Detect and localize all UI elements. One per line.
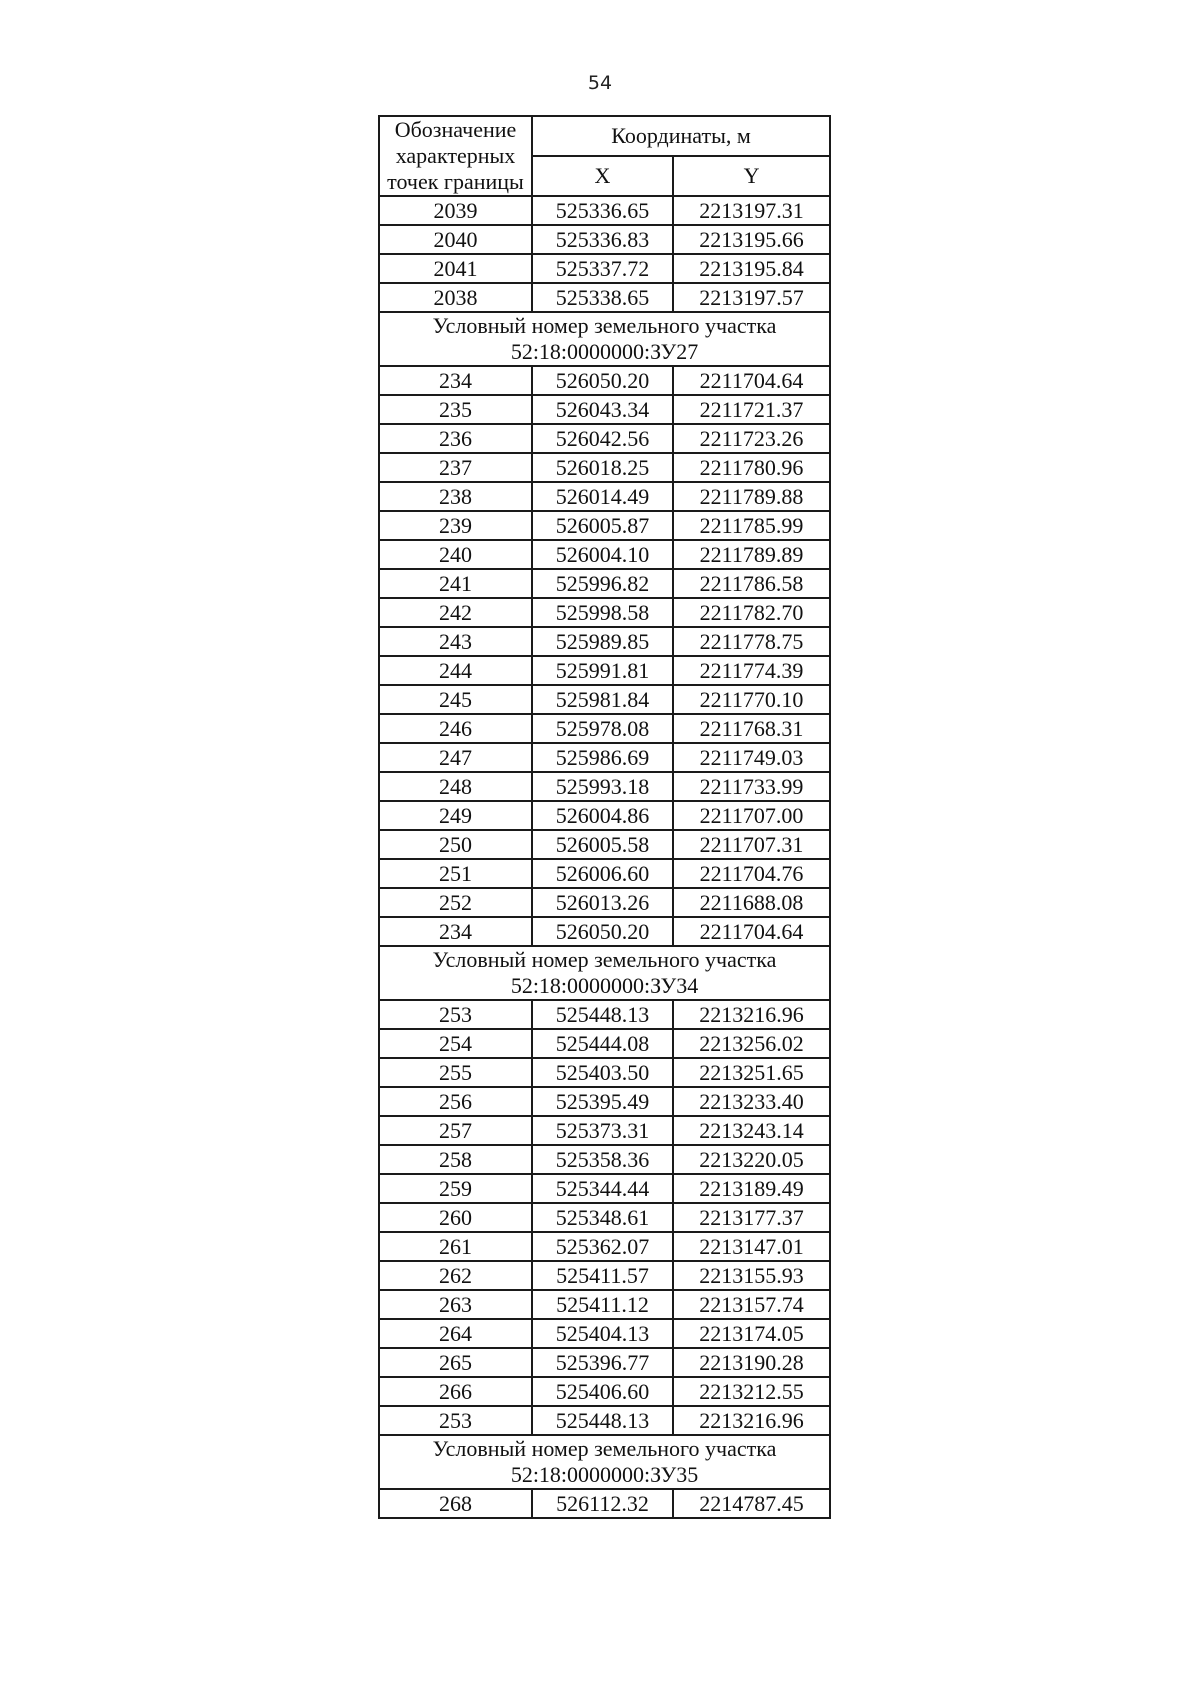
point-id-cell: 250 — [379, 830, 532, 859]
section-caption — [379, 1435, 830, 1489]
table-header — [379, 116, 830, 196]
y-coordinate-cell: 2211782.70 — [673, 598, 830, 627]
point-id-cell: 258 — [379, 1145, 532, 1174]
table-row — [379, 1319, 830, 1348]
table-row — [379, 395, 830, 424]
y-coordinate-cell: 2211704.64 — [673, 917, 830, 946]
y-coordinate-cell: 2213216.96 — [673, 1000, 830, 1029]
x-coordinate-cell: 525998.58 — [532, 598, 673, 627]
table-row — [379, 598, 830, 627]
point-id-cell: 244 — [379, 656, 532, 685]
x-coordinate-cell: 526050.20 — [532, 917, 673, 946]
table-row — [379, 569, 830, 598]
point-id-cell: 234 — [379, 917, 532, 946]
x-coordinate-cell: 525396.77 — [532, 1348, 673, 1377]
x-coordinate-cell: 526013.26 — [532, 888, 673, 917]
y-coordinate-cell: 2213190.28 — [673, 1348, 830, 1377]
table-row — [379, 1029, 830, 1058]
point-id-cell: 239 — [379, 511, 532, 540]
point-id-cell: 261 — [379, 1232, 532, 1261]
table-row — [379, 772, 830, 801]
y-coordinate-cell: 2214787.45 — [673, 1489, 830, 1518]
point-id-cell: 242 — [379, 598, 532, 627]
x-coordinate-cell: 525336.65 — [532, 196, 673, 225]
y-coordinate-cell: 2211778.75 — [673, 627, 830, 656]
table-row — [379, 714, 830, 743]
x-coordinate-cell: 526004.10 — [532, 540, 673, 569]
point-id-cell: 257 — [379, 1116, 532, 1145]
point-id-cell: 2038 — [379, 283, 532, 312]
x-coordinate-cell: 525373.31 — [532, 1116, 673, 1145]
table-row — [379, 453, 830, 482]
y-coordinate-cell: 2213243.14 — [673, 1116, 830, 1145]
table-row — [379, 283, 830, 312]
y-coordinate-cell: 2213216.96 — [673, 1406, 830, 1435]
x-coordinate-cell: 526004.86 — [532, 801, 673, 830]
y-coordinate-cell: 2211786.58 — [673, 569, 830, 598]
x-coordinate-cell: 525978.08 — [532, 714, 673, 743]
x-coordinate-cell: 525395.49 — [532, 1087, 673, 1116]
section-row — [379, 1435, 830, 1489]
point-id-cell: 252 — [379, 888, 532, 917]
parcel-number: 52:18:0000000:ЗУ34 — [510, 973, 699, 998]
y-header: Y — [673, 156, 830, 196]
table-row — [379, 743, 830, 772]
x-header: X — [532, 156, 673, 196]
x-coordinate-cell: 525344.44 — [532, 1174, 673, 1203]
table-row — [379, 859, 830, 888]
x-coordinate-cell: 525403.50 — [532, 1058, 673, 1087]
y-coordinate-cell: 2211785.99 — [673, 511, 830, 540]
point-id-cell: 236 — [379, 424, 532, 453]
table-row — [379, 1290, 830, 1319]
x-coordinate-cell: 525362.07 — [532, 1232, 673, 1261]
table-row — [379, 540, 830, 569]
y-coordinate-cell: 2211749.03 — [673, 743, 830, 772]
x-coordinate-cell: 526005.58 — [532, 830, 673, 859]
y-coordinate-cell: 2213197.57 — [673, 283, 830, 312]
point-id-cell: 246 — [379, 714, 532, 743]
x-coordinate-cell: 525338.65 — [532, 283, 673, 312]
y-coordinate-cell: 2213147.01 — [673, 1232, 830, 1261]
x-coordinate-cell: 525993.18 — [532, 772, 673, 801]
y-coordinate-cell: 2211688.08 — [673, 888, 830, 917]
point-id-cell: 238 — [379, 482, 532, 511]
x-coordinate-cell: 526042.56 — [532, 424, 673, 453]
table-row — [379, 830, 830, 859]
table-row — [379, 1406, 830, 1435]
y-coordinate-cell: 2211780.96 — [673, 453, 830, 482]
table-row — [379, 366, 830, 395]
x-coordinate-cell: 526043.34 — [532, 395, 673, 424]
point-id-cell: 264 — [379, 1319, 532, 1348]
x-coordinate-cell: 526014.49 — [532, 482, 673, 511]
point-id-cell: 241 — [379, 569, 532, 598]
table-row — [379, 888, 830, 917]
x-coordinate-cell: 525358.36 — [532, 1145, 673, 1174]
point-id-cell: 2040 — [379, 225, 532, 254]
x-coordinate-cell: 525986.69 — [532, 743, 673, 772]
x-coordinate-cell: 525336.83 — [532, 225, 673, 254]
y-coordinate-cell: 2211768.31 — [673, 714, 830, 743]
x-coordinate-cell: 525337.72 — [532, 254, 673, 283]
section-row — [379, 946, 830, 1000]
table-row — [379, 1261, 830, 1290]
table-body — [379, 196, 830, 1518]
y-coordinate-cell: 2213195.84 — [673, 254, 830, 283]
point-id-cell: 2041 — [379, 254, 532, 283]
table-row — [379, 511, 830, 540]
x-coordinate-cell: 526006.60 — [532, 859, 673, 888]
x-coordinate-cell: 525448.13 — [532, 1406, 673, 1435]
page-number: 54 — [587, 72, 613, 94]
section-caption — [379, 312, 830, 366]
coordinates-header: Координаты, м — [532, 116, 830, 156]
y-coordinate-cell: 2211774.39 — [673, 656, 830, 685]
y-coordinate-cell: 2213174.05 — [673, 1319, 830, 1348]
point-id-cell: 245 — [379, 685, 532, 714]
point-id-cell: 260 — [379, 1203, 532, 1232]
section-row — [379, 312, 830, 366]
x-coordinate-cell: 525411.12 — [532, 1290, 673, 1319]
table-row — [379, 1116, 830, 1145]
y-coordinate-cell: 2211723.26 — [673, 424, 830, 453]
table-row — [379, 1348, 830, 1377]
point-id-cell: 249 — [379, 801, 532, 830]
y-coordinate-cell: 2213251.65 — [673, 1058, 830, 1087]
x-coordinate-cell: 525406.60 — [532, 1377, 673, 1406]
y-coordinate-cell: 2213197.31 — [673, 196, 830, 225]
y-coordinate-cell: 2211733.99 — [673, 772, 830, 801]
y-coordinate-cell: 2213177.37 — [673, 1203, 830, 1232]
y-coordinate-cell: 2211707.00 — [673, 801, 830, 830]
table-row — [379, 482, 830, 511]
point-id-cell: 248 — [379, 772, 532, 801]
y-coordinate-cell: 2211707.31 — [673, 830, 830, 859]
parcel-number: 52:18:0000000:ЗУ27 — [510, 339, 699, 364]
section-title: Условный номер земельного участка — [432, 313, 777, 338]
x-coordinate-cell: 526005.87 — [532, 511, 673, 540]
x-coordinate-cell: 525989.85 — [532, 627, 673, 656]
y-coordinate-cell: 2213195.66 — [673, 225, 830, 254]
section-title: Условный номер земельного участка — [432, 1436, 777, 1461]
parcel-number: 52:18:0000000:ЗУ35 — [510, 1462, 699, 1487]
table-row — [379, 685, 830, 714]
point-id-cell: 237 — [379, 453, 532, 482]
y-coordinate-cell: 2213189.49 — [673, 1174, 830, 1203]
point-id-cell: 253 — [379, 1000, 532, 1029]
section-title: Условный номер земельного участка — [432, 947, 777, 972]
table-row — [379, 917, 830, 946]
table-row — [379, 424, 830, 453]
y-coordinate-cell: 2213220.05 — [673, 1145, 830, 1174]
point-id-cell: 253 — [379, 1406, 532, 1435]
section-caption — [379, 946, 830, 1000]
designation-header: Обозначение характерных точек границы — [379, 116, 532, 196]
point-id-cell: 263 — [379, 1290, 532, 1319]
y-coordinate-cell: 2213155.93 — [673, 1261, 830, 1290]
point-id-cell: 268 — [379, 1489, 532, 1518]
y-coordinate-cell: 2211789.88 — [673, 482, 830, 511]
coordinates-table — [378, 115, 831, 1519]
y-coordinate-cell: 2213157.74 — [673, 1290, 830, 1319]
table-row — [379, 196, 830, 225]
y-coordinate-cell: 2211770.10 — [673, 685, 830, 714]
table-row — [379, 225, 830, 254]
table-row — [379, 1203, 830, 1232]
point-id-cell: 243 — [379, 627, 532, 656]
point-id-cell: 2039 — [379, 196, 532, 225]
y-coordinate-cell: 2211704.64 — [673, 366, 830, 395]
x-coordinate-cell: 525448.13 — [532, 1000, 673, 1029]
point-id-cell: 247 — [379, 743, 532, 772]
x-coordinate-cell: 525444.08 — [532, 1029, 673, 1058]
point-id-cell: 255 — [379, 1058, 532, 1087]
x-coordinate-cell: 525348.61 — [532, 1203, 673, 1232]
table-row — [379, 254, 830, 283]
y-coordinate-cell: 2211721.37 — [673, 395, 830, 424]
point-id-cell: 234 — [379, 366, 532, 395]
table-row — [379, 1489, 830, 1518]
x-coordinate-cell: 525996.82 — [532, 569, 673, 598]
table-row — [379, 1174, 830, 1203]
table-row — [379, 656, 830, 685]
table-row — [379, 1058, 830, 1087]
point-id-cell: 259 — [379, 1174, 532, 1203]
y-coordinate-cell: 2213233.40 — [673, 1087, 830, 1116]
point-id-cell: 266 — [379, 1377, 532, 1406]
y-coordinate-cell: 2211789.89 — [673, 540, 830, 569]
y-coordinate-cell: 2213256.02 — [673, 1029, 830, 1058]
x-coordinate-cell: 526112.32 — [532, 1489, 673, 1518]
table-row — [379, 1000, 830, 1029]
x-coordinate-cell: 526018.25 — [532, 453, 673, 482]
point-id-cell: 256 — [379, 1087, 532, 1116]
x-coordinate-cell: 525991.81 — [532, 656, 673, 685]
x-coordinate-cell: 525404.13 — [532, 1319, 673, 1348]
table-row — [379, 1087, 830, 1116]
point-id-cell: 265 — [379, 1348, 532, 1377]
x-coordinate-cell: 525411.57 — [532, 1261, 673, 1290]
x-coordinate-cell: 525981.84 — [532, 685, 673, 714]
table-row — [379, 627, 830, 656]
point-id-cell: 251 — [379, 859, 532, 888]
y-coordinate-cell: 2211704.76 — [673, 859, 830, 888]
point-id-cell: 254 — [379, 1029, 532, 1058]
y-coordinate-cell: 2213212.55 — [673, 1377, 830, 1406]
x-coordinate-cell: 526050.20 — [532, 366, 673, 395]
point-id-cell: 235 — [379, 395, 532, 424]
point-id-cell: 262 — [379, 1261, 532, 1290]
table-row — [379, 1145, 830, 1174]
table-row — [379, 1377, 830, 1406]
table-row — [379, 1232, 830, 1261]
point-id-cell: 240 — [379, 540, 532, 569]
table-row — [379, 801, 830, 830]
